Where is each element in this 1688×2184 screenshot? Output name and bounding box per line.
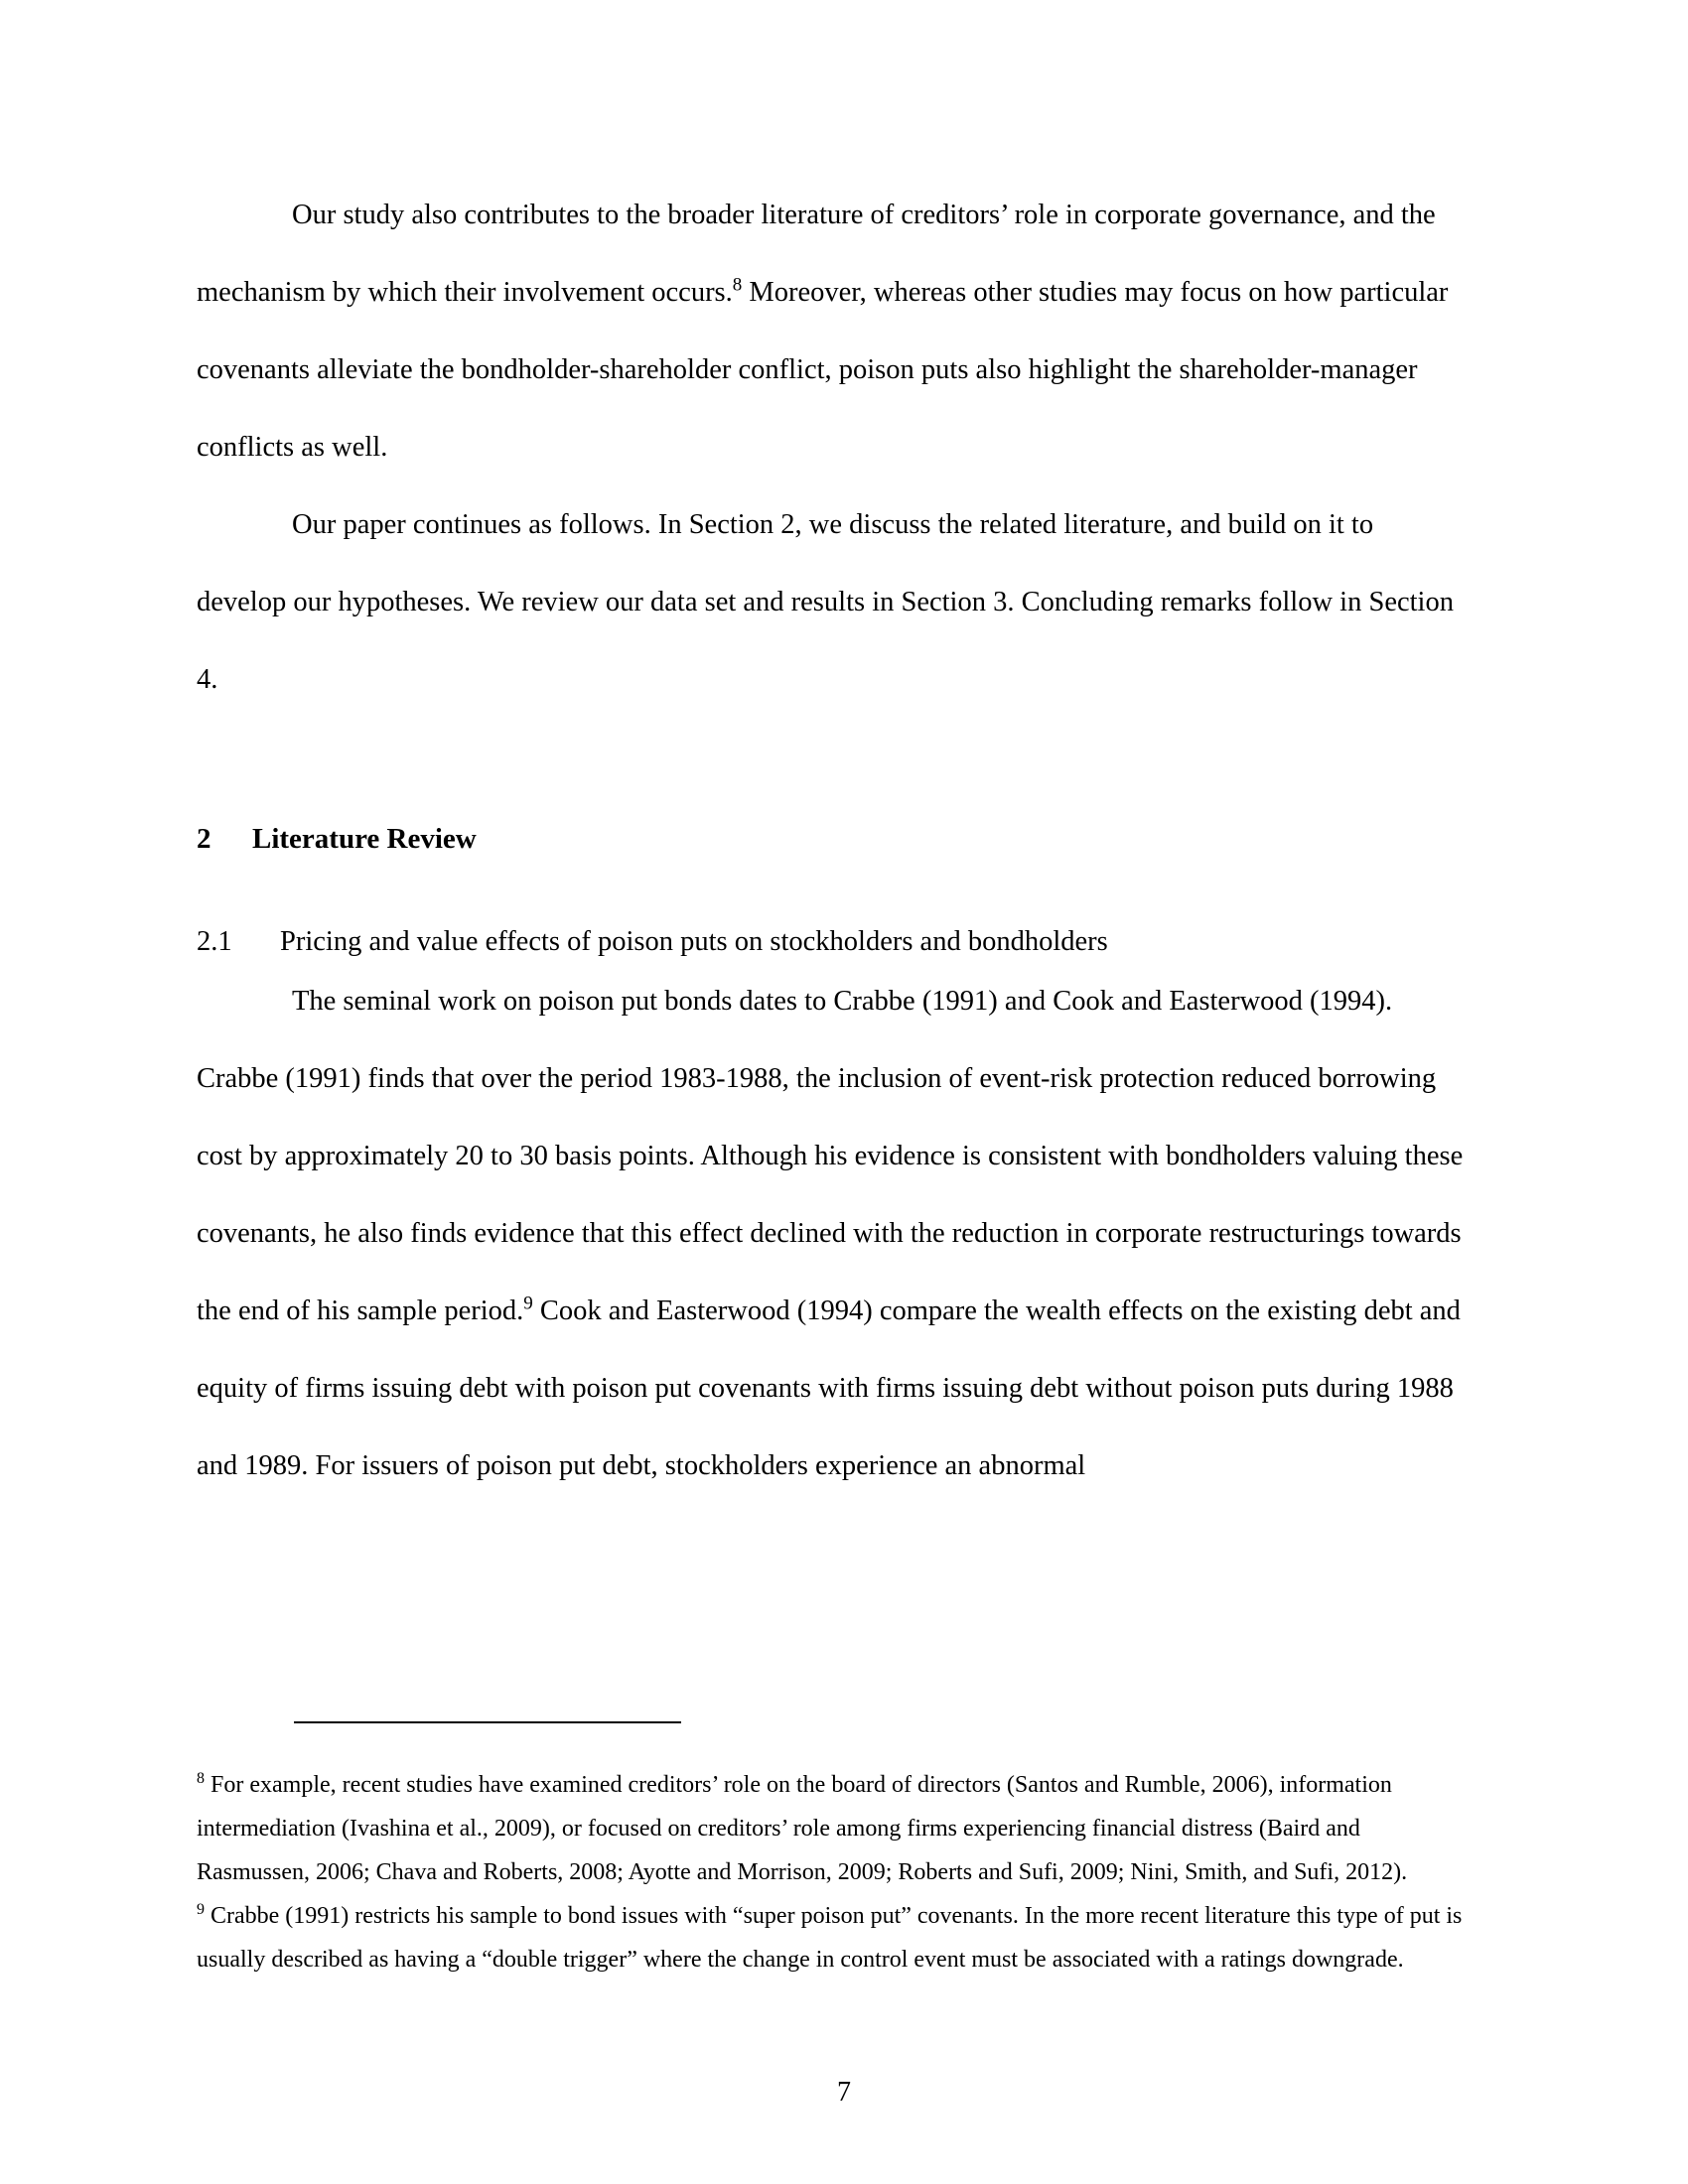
- footnote-reference-9: 9: [523, 1293, 533, 1314]
- section-title: Literature Review: [252, 823, 477, 855]
- footnote-marker-8: 8: [197, 1770, 205, 1787]
- footnotes-section: [197, 1715, 1468, 1981]
- paragraph-text: Cook and Easterwood (1994) compare the wealth effects on the existing debt and equity of firms issuing debt with poison put covenants with firms issuing debt without poison puts during 1988 and 1989. For issuers of poison put debt, stockholders experience an abnormal: [197, 1296, 1461, 1481]
- page-content: [197, 177, 1468, 1505]
- paragraph-text: Moreover, whereas other studies may focus on how particular covenants alleviate the bondholder-shareholder conflict, poison puts also highlight the shareholder-manager conflicts as well.: [197, 277, 1449, 463]
- subsection-number: 2.1: [197, 926, 232, 957]
- footnote-9: [197, 1894, 1468, 1981]
- footnote-reference-8: 8: [732, 274, 743, 296]
- paragraph-seminal-work: [197, 963, 1468, 1505]
- subsection-title: Pricing and value effects of poison puts on stockholders and bondholders: [280, 926, 1108, 957]
- paragraph-text: Our paper continues as follows. In Section 2, we discuss the related literature, and build on it to develop our hypotheses. We review our data set and results in Section 3. Concluding remarks follow in Section 4.: [197, 509, 1454, 695]
- paragraph-text: Our study also contributes to the broader literature of creditors’ role in corporate governance, and the mechanism by which their involvement occurs.: [197, 200, 1436, 308]
- section-heading: [197, 818, 1468, 860]
- paragraph-text: The seminal work on poison put bonds dates to Crabbe (1991) and Cook and Easterwood (1994). Crabbe (1991) finds that over the period 1983-1988, the inclusion of event-risk protection reduced borrowing cost by approximately 20 to 30 basis points. Although his evidence is consistent with bondholders valuing these covenants, he also finds evidence that this effect declined with the reduction in corporate restructurings towards the end of his sample period.: [197, 986, 1464, 1326]
- footnote-text: For example, recent studies have examined creditors’ role on the board of directors (Santos and Rumble, 2006), information intermediation (Ivashina et al., 2009), or focused on creditors’ role among firms experiencing financial distress (Baird and Rasmussen, 2006; Chava and Roberts, 2008; Ayotte and Morrison, 2009; Roberts and Sufi, 2009; Nini, Smith, and Sufi, 2012).: [197, 1772, 1408, 1885]
- paragraph-roadmap: [197, 486, 1468, 719]
- footnote-marker-9: 9: [197, 1901, 205, 1918]
- section-number: 2: [197, 823, 211, 855]
- subsection-heading: [197, 921, 1468, 963]
- page-number: 7: [837, 2077, 851, 2108]
- footnote-separator-line: [294, 1721, 681, 1723]
- paragraph-contribution: [197, 177, 1468, 486]
- footnote-8: [197, 1763, 1468, 1894]
- footnote-text: Crabbe (1991) restricts his sample to bond issues with “super poison put” covenants. In the more recent literature this type of put is usually described as having a “double trigger” where the change in control event must be associated with a ratings downgrade.: [197, 1903, 1463, 1973]
